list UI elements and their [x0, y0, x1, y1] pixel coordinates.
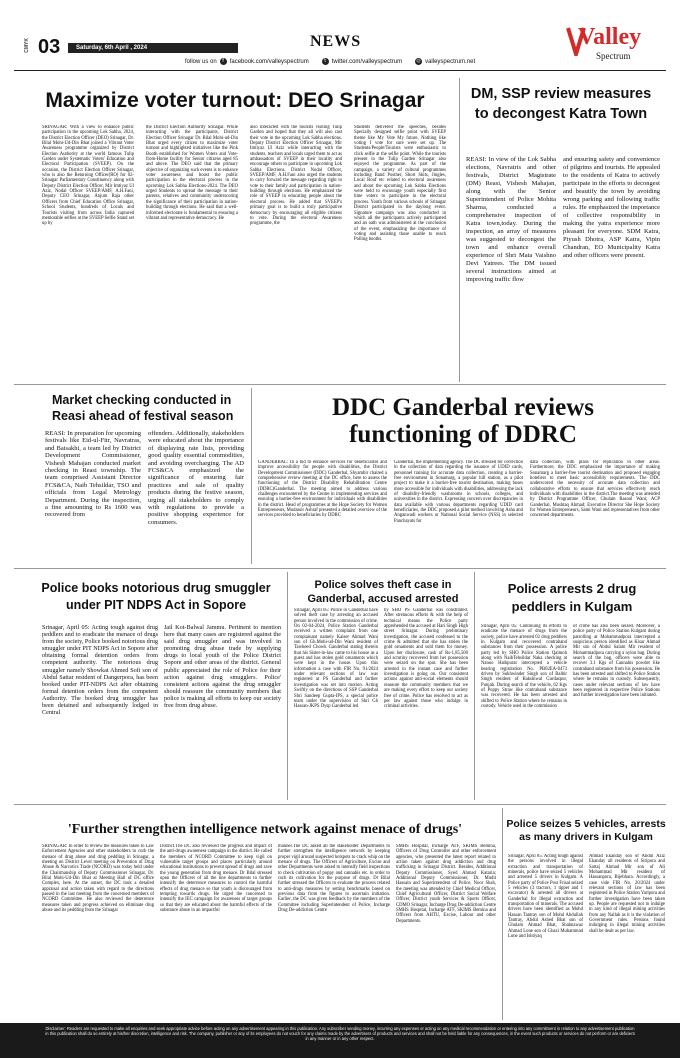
social-links — [185, 58, 475, 65]
headline: Police arrests 2 drug peddlers in Kulgam — [507, 581, 637, 614]
headline: Police seizes 5 vehicles, arrests as many drivers in Kulgam — [506, 818, 666, 843]
website-link[interactable]: valleyspectrum.net — [425, 58, 476, 65]
page-number: 03 — [38, 36, 61, 58]
brand-logo — [566, 24, 666, 68]
article-column: Students delivered the speeches, besides Specially designed selfie point with SVEEP theme like My Vote My future, Nothing like voting I vote for sure were set up. The Students/People/Tourists were enthusiastic to click selfie at the selfie point. While the tourists present in the Tulip Garden Srinagar also enjoyed the programme. As part of the campaign, a variety of cultural programmes including Band Posther, Short Skits, Jingles, Local Rouf etc related to electoral awareness and about the upcoming Lok Sabha Elections were held to encourage youth especially first time voters to participate in the electoral process. Youth from various schools of Srinagar District participated in the daylong event. Signature campaign was also conducted in which all the participants actively participated and an oath was administered at the conclusion of the event, emphasizing the importance of voting and assisting those unable to reach Polling booths. — [354, 125, 446, 243]
cmyk-label: CMYK — [24, 38, 30, 53]
article-column: Jail Kot-Balwal Jammu. Pertinent to mention here that many cases are registered against the said drug smuggler and was involved in promoting drug abuse trade by supplying drugs to local youth of the Police District Sopore and other areas of the district. General public appreciated the role of Police for their action against drug smugglers. Police' consistent actions against the drug smuggler should reassure the community members that police is making all efforts to keep our society free from drug abuse. — [164, 624, 281, 710]
facebook-icon: f — [220, 58, 227, 65]
headline: DM, SSP review measures to decongest Katra Town — [470, 86, 652, 122]
facebook-link[interactable]: facebook.com/valleyspectrum — [229, 58, 309, 65]
article-column: Ahmad Ekanday son of Abdul Aziz Ekanday all residents of Siripora and Sartaj Ahmad Mir son of Ali Mohammad Mir resident of Hassanpora, Bijebhara. Accordingly, a case vide FIR No. 20/2024 under relevant sections of law has been registered in Police Station Yaripora and further investigation have been taken up. People are requested not to indulge in any kind of illegal mining activities from any Nallah as it is the violation of Government rules. Persons found indulging in illegal mining activities shall be dealt as per law. — [589, 854, 665, 934]
headline: DDC Ganderbal reviews functioning of DDRC — [331, 394, 595, 448]
headline: Market checking conducted in Reasi ahead of festival season — [52, 393, 234, 423]
article-column: manner.The DC asked all the stakeholder Departments to further strengthen the intelligence network by keeping proper vigil around suspected hotspots to crack whip on the menace of drugs. The Officers of Agriculture, Excise and other Departments were asked to intensify field inspections to check cultivation of poppy and cannabis etc. in order to curb its cultivation for the purpose of drugs. Dr Bilal further stressed the Officers to evaluate the process related to anti-drugs measures by setting benchmarks based on previous data from the figures to ascertain initiation. Earlier, the DC was given feedback by the members of the Committee including Superintendent of Police, Incharge Drug De-addiction Centre — [278, 844, 390, 914]
disclaimer: Disclaimer: Readers are requested to make all enquiries and seek appropriate advice before acting on any advertisement appearing in this publication. Any subscriber sending money, incurring any expenses or acting on any medical recommendation or entering into any commitment in relation to any advertisement publication in this publication shall do so entirely at his/her discretion, intelligence and risk. The company, publisher or any of its employees do not vouch for any claims made by the advertisers of products and services and shall not be held liable for any consequences, in the event such products or services do not perform or are deficient in any manner or in any other respect. — [0, 1023, 680, 1058]
section-title: NEWS — [310, 33, 362, 50]
article-column: GANDERBAL: In a bid to enhance services for beneficiaries and improve accessibility for people with disabilities, the District Development Commissioner (DDC) Ganderbal, Shyambir chaired a comprehensive review meeting at the DC office, here to assess the functioning of the District Disability Rehabilitation Centre (DDRC)Ganderbal. The meeting aimed to address various challenges encountered by the Centre in implementing services and ensuring a barrier-free environment for individuals with disabilities in the district. Head of programmes at the Hope Society for Women Entrepreneurs, Mudassir Ashraf presented a detailed overview of the services provided to beneficiaries by DDRC — [258, 460, 387, 519]
article-column: Srinagar, April 05: Police in Ganderbal have solved theft case by arresting an accused person involved in the commission of crime. On 02-04-2024, Police Station Ganderbal received a written complaint from one complainant namely Kaiser Ahmad Wani son of Gh.Mohi-ud-Din Wani resident of Tawheed Chowk Ganderbal stating therein that his Sister-in-law came to his house as a guest and has stolen gold ornaments which were kept in the house. Upon this information a case with FIR No. 91/2024 under relevant sections of law was registered at PS Ganderbal and further investigation was set into motion. Acting Swiftly on the directions of SSP Ganderbal Shri Sandeep Gupta-IPS, a special police team under the supervision of Shri Gh Hassan-JKPS Dysp Ganderbal led — [294, 608, 378, 710]
article-column: data collection, with plans for replication in other areas. Furthermore, the DDC emphasized the importance of making Sonamarg a barrier-free tourist destination and proposed engaging hoteliers to meet basic accessibility requirements. The DDC underscored the necessity of accurate data collection and collaborative efforts to ensure that services effectively reach individuals with disabilities in the district.The meeting was attended by District Programme Officer, Ghulam Rasool Wani; ACP Ganderbal, Mushtaq Ahmad; Executive Director She Hope Society for Women Entrepreneurs, Sami Wani and representatives from other concerned departments. — [530, 460, 660, 519]
headline: Maximize voter turnout: DEO Srinagar — [45, 89, 425, 112]
article-column: the District Election Authority Srinagar. While interacting with the participants, District Election Officer Srinagar Dr. Bilal Mohi-ud-Din Bhat urged every citizen to maximize voter turnout and highlighted initiatives like the Pink Booth established for Women Voters and Vote-from-Home facility for Senior citizens aged 85 and above. The DEO said that the primary objective of organizing such events is to enhance voter awareness and boost the public participation in the electoral process in the upcoming Lok Sabha Elections-2024. The DEO urged Students to spread the message to their parents, relatives and community underscoring the significance of their participation in nation-building through elections. He said that a well-informed electorate is fundamental to ensuring a vibrant and representative democracy. He — [146, 125, 238, 221]
article-column: Srinagar, April 05: Acting tough against drug peddlers and to eradicate the menace of drugs from the society, Police booked notorious drug smuggler under PIT NDPS Act in Sopore after obtaining formal detention orders from competent authority. The notorious drug smuggler namely Showkat Ahmed Sofi son of Abdul Sattar resident of Dangerpora, has been booked under PIT-NDPS Act after obtaining formal detention orders from the competent Authority. The booked drug smuggler has been detained and subsequently lodged in Central — [42, 624, 158, 717]
issue-date: Saturday, 6th April , 2024 — [68, 43, 238, 53]
article-column: by SHO PS Ganderbal was constituted. After strenuous efforts & with the help of technical means the Police party apprehended the accused at Hari Singh High street Srinagar. During preliminary investigation, the accused confessed to the crime & admitted that she has stolen the gold ornaments and sold them for money. Upon her disclosure, cash of Rs-1,85,500 and scrutiny recovered from her possession were seized on the spot. She has been arrested in the instant case and further investigation is going on. Our consistent actions against anti-social elements should reassure the community members that we are making every effort to keep our society free of crime. Police has resolved to act as per law against those who indulge in criminal activities. — [384, 608, 468, 710]
article-column: SRINAGAR: With a view to enhance public participation in the upcoming Lok Sabha, 2024, the District Election Officer (DEO) Srinagar, Dr. Bilal Mohi-Ud-Din Bhat joined a Vibrant Voter Awareness programme organized by District Election Authority at the world famous Tulip Garden under Systematic Voters' Education and Electoral Participation (SVEEP). On the occasion, the District Election Officer Srinagar, who is also the Returning Officer(RO) for 02-Srinagar Parliamentary Constituency along with Deputy District Election Officer, Mir Imtiyaz Ul Aziz, Nodal Officer SVEEP/AMF, A.H.Fani, Deputy CEO Srinagar, Anjum Raja other Officers from Chief Education Office Srinagar, School Students, hundreds of Locals and Tourists visiting from across India captured memorable selfies at the SVEEP Selfie Stand set up by — [42, 125, 134, 227]
globe-icon: ◎ — [416, 58, 421, 64]
article-column: Srinagar, April 05: Acting tough against the persons involved in illegal extraction and transportation of minerals, police have seized 5 vehicles and arrested 5 drivers in Kulgam. A Police party of Police Post Frisal seized 5 vehicles (3 tractors, 1 tipper and 1 excavator) & arrested all drivers at Ganderbal for illegal extraction and transportation of minerals. The accused drivers have been identified as Mohd Hassan Tantray son of Mohd Abdullah Tantray, Abdul Ashed Bhat son of Ghulam Ahmad Bhat, Shabnawaz Ahmad Lone son of Ghazi Muhammad Lone and Ishtiyaq — [508, 854, 583, 940]
twitter-link[interactable]: twitter.com/valleyspectrum — [331, 58, 403, 65]
article-column: of crime has also been seized. Moreover, a police party of Police Station Kulgam during patrolling at Mohammadpora intercepted a suspicious person identified as Kisar Ahmad Mir son of Abdul Salam Mir resident of Mohammadpora carrying a nylon bag. During search of the bag, officers were able to recover 3.1 Kgs of Cannabis powder like contraband substance from his possession. He has been arrested and shifted to Police Station where he remains in custody. Subsequently, cases under relevant sections of law have been registered in respective Police Stations and further investigation have been initiated. — [573, 624, 660, 699]
article-column: REASI: In preparation for upcoming festivals like Eid-ul-Fitr, Navratras, and Baisakhi, a team led by District Development Commissioner, Vishesh Mahajan conducted market checking in Reasi township. The team comprised Assistant Director FCS&CA, Naib Tehsildar, TSO and officials from Legal Metrology Department. During the inspection, a fine amounting to Rs 1600 was recovered from — [45, 430, 141, 519]
page-header — [0, 0, 680, 70]
brand-sub: Spectrum — [596, 51, 631, 61]
article-column: REASI: In view of the Lok Sabha elections, Navratris and other festivals, District Magistrate (DM) Reasi, Vishesh Mahajan, along with the Senior Superintendent of Police Mohita Sharma, conducted a comprehensive inspection of Katra town,today. During the inspection, an array of measures was suggested to decongest the town and enhance overall experience of Shri Mata Vaishno Devi Yatrees. The DM issued several instructions aimed at improving traffic flow — [466, 156, 556, 283]
headline: Police books notorious drug smuggler under PIT NDPS Act in Sopore — [41, 581, 271, 612]
article-column: Ganderbal, the implementing agency. The DC stressed for correction in the collection of data regarding the issuance of UDID cards, personnel training for accurate data collection, creating a barrier-free environment in Sonamarg, a popular hill station, as a pilot project to make it a barrier-free tourist destination, making buses more accessible for individuals with disabilities, addressing the lack of disability-friendly washrooms in schools, colleges, and universities in the district. Expressing concern over discrepancies in data available with various departments regarding UDID card beneficiaries, the DDC proposed a pilot method involving Asha and Anganwadi workers or National Social Service (NSS) in selected Panchayats for — [394, 460, 523, 524]
article-column: offenders. Additionally, stakeholders were educated about the importance of displaying rate lists, providing good quality essential commodities, and avoiding overcharging. The AD FCS&CA emphasized the significance of ensuring fair practices and sale of quality products during the festive season, urging all stakeholders to comply with regulations to provide a positive shopping experience for consumers. — [148, 430, 244, 526]
article-column: and ensuring safety and convenience of pilgrims and tourists. He appealed to the residents of Katra to actively participate in the efforts to decongest and beautify the town by avoiding wrong parking and following traffic rules. He emphasized the importance of collective responsibility in making the yatra experience more pleasant for everyone. SDM Katra, Piyush Dhotra, ASP Katra, Vipin Chandran, EO Municipality Katra and other officers were present. — [563, 156, 660, 259]
article-column: also interacted with the tourists visiting Tulip Garden and hoped that they all will also cast their vote in the upcoming Lok Sabha elections. Deputy District Election Officer Srinagar, Mir Imtiyaz Ul Aziz while interacting with the students, teachers and locals urged them to act as ambassadors of SVEEP in their locality and encourage others to participate in upcoming Lok Sabha Elections. District Nodal Officer, SVEEP/AMF, A.H.Fani also urged the students to carry forward the message regarding right to vote to their family and participation in nation-building through elections. He emphasized the role of SVEEP in educating people about the electoral process. He added that SVEEP's primary goal is to build a truly participative democracy by encouraging all eligible citizens to vote. During the electoral Awareness programme, the — [250, 125, 342, 227]
headline: 'Further strengthen intelligence network against menace of drugs' — [67, 822, 463, 837]
article-column: SMHS Hospital, Incharge ATF, SKIMS Bemina, Officers of Drug Controller and other enforcement agencies, who presented the latest report related to action taken against drug addiction and drug trafficking in Srinagar District. Besides, Additional Deputy Commissioner, Syed Ahmad Kataria; Additional Deputy Commissioner, Dr. Mudit Hassain and Superintendent of Police, Noor Shah, the meeting was attended by Chief Medical Officer, Chief Agricultural Officer, District Social Welfare Officer, District youth Services & Sports Officer, CDMO Srinagar, Incharge Drug De-addiction Centre SMHS Hospital, Incharge ATF, SKIMS Bemina and Officers from AHTU, Excise, Labour and other Departments. — [396, 844, 496, 924]
follow-label: follow us on — [185, 58, 217, 65]
article-column: Srinagar, April 05: Continuing its efforts to eradicate the menace of drugs from the society, police have arrested 02 drug peddlers in Kulgam and recovered contraband substances from their possession. A police party led by SHO Police Station Qaimoh along with NaibTehsildar Naka checking at Nanoo Hathpurat intercepted a vehicle bearing registration No. PB02EA-0473 driven by Sukhwinder Singh son of Balbir Singh resident of Bakshiwal Gurdaspur, Punjab. During search of the vehicle, 62 Kgs of Poppy Straw like contraband substance was recovered. He has been arrested and shifted to Police Station where he remains in custody. Vehicle used in the commission — [481, 624, 567, 710]
brand-main: Valley — [578, 24, 642, 50]
twitter-icon: t — [322, 58, 329, 65]
headline: Police solves theft case in Ganderbal, accused arrested — [307, 579, 459, 605]
article-column: SRINAGAR: In order to review the measures taken to Law Enforcement Agencies and other stakeholders to curb the menace of drug abuse and drug peddling in Srinagar, a meeting on District Level meeting on Prevention of Drug Abuse & Narcotics Trade (NCORD) was today held under the Chairmanship of Deputy Commissioner Srinagar, Dr. Bilal Mohi-Ud-Din Bhat at Meeting Hall of DC office Complex, here. At the outset, the DC took a detailed appraisal and action taken with regard to the directions passed in the last meeting from the concerned members of NCORD Committee. He also reviewed the deterrence measures taken and progress achieved on eliminate drug abuse and its peddling from the Srinagar — [42, 844, 154, 914]
article-column: District.The DC also reviewed the progress and impact of the anti-drugs awareness campaign in the district. He called the members of NCORD Committee to keep vigil on vulnerable target groups and places particularly around educational institutions to prevent spread of drugs and save the young generation from drug menace. Dr Bilal stressed upon the Officers of all the line departments to further intensify the deterrence measures to control the harmful effects of drug menace so that youth is discouraged from tempting towards drugs. He urged the concerned to intensify the IEC campaign for awareness of target groups so that they are educated about the harmful effects of the substance abuse in an impactful — [160, 844, 272, 914]
